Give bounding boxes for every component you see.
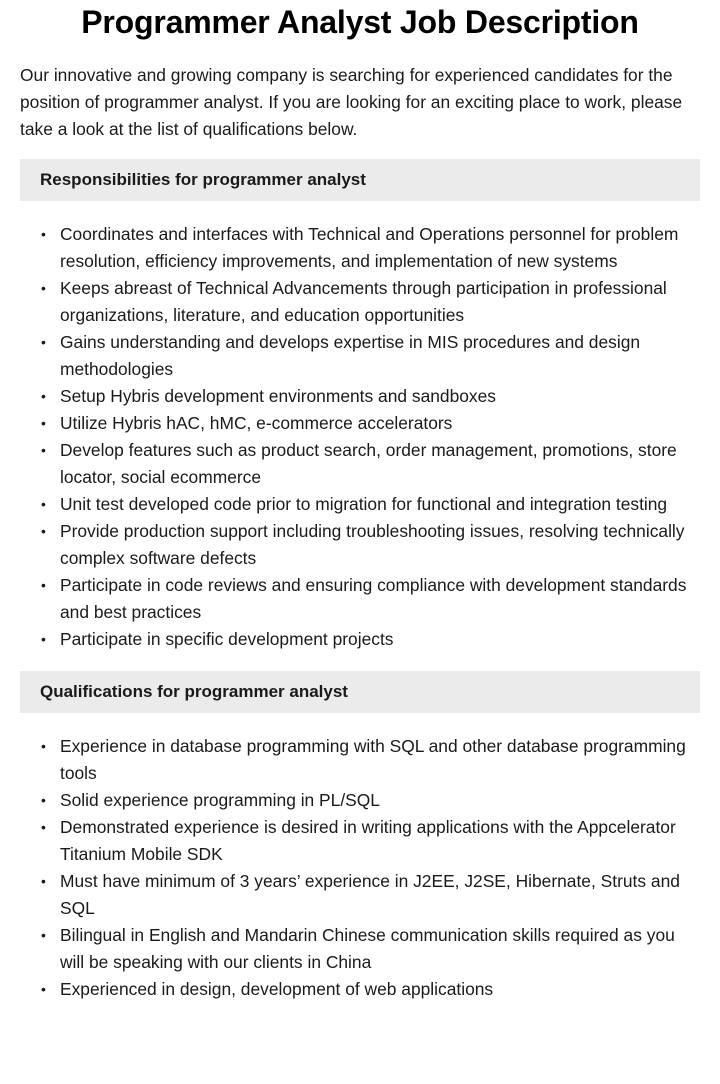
bullet-icon: • (41, 226, 46, 242)
list-item: • Bilingual in English and Mandarin Chinese communication skills required as you will be speaking with our clients in China (60, 922, 700, 976)
bullet-icon: • (41, 738, 46, 754)
list-item: • Keeps abreast of Technical Advancements through participation in professional organizations, literature, and education opportunities (60, 275, 700, 329)
list-item: • Demonstrated experience is desired in writing applications with the Appcelerator Titanium Mobile SDK (60, 814, 700, 868)
bullet-icon: • (41, 280, 46, 296)
list-item: • Develop features such as product search, order management, promotions, store locator, social ecommerce (60, 437, 700, 491)
intro-paragraph: Our innovative and growing company is searching for experienced candidates for the position of programmer analyst. If you are looking for an exciting place to work, please take a look at the list of qualifications below. (20, 65, 683, 139)
bullet-icon: • (41, 927, 46, 943)
qualifications-list (20, 733, 700, 1003)
list-item: • Participate in code reviews and ensuring compliance with development standards and best practices (60, 572, 700, 626)
bullet-icon: • (41, 873, 46, 889)
list-item: • Solid experience programming in PL/SQL (60, 787, 700, 814)
bullet-icon: • (41, 415, 46, 431)
bullet-icon: • (41, 496, 46, 512)
list-item: • Coordinates and interfaces with Technical and Operations personnel for problem resolution, efficiency improvements, and implementation of new systems (60, 221, 700, 275)
bullet-icon: • (41, 523, 46, 539)
bullet-icon: • (41, 819, 46, 835)
responsibilities-heading: Responsibilities for programmer analyst (40, 170, 366, 189)
list-item: • Unit test developed code prior to migration for functional and integration testing (60, 491, 700, 518)
list-item: • Setup Hybris development environments and sandboxes (60, 383, 700, 410)
list-item: • Utilize Hybris hAC, hMC, e-commerce accelerators (60, 410, 700, 437)
qualifications-header (20, 671, 700, 713)
responsibilities-header (20, 159, 700, 201)
bullet-icon: • (41, 442, 46, 458)
bullet-icon: • (41, 334, 46, 350)
list-item: • Gains understanding and develops expertise in MIS procedures and design methodologies (60, 329, 700, 383)
bullet-icon: • (41, 577, 46, 593)
bullet-icon: • (41, 792, 46, 808)
list-item: • Must have minimum of 3 years’ experience in J2EE, J2SE, Hibernate, Struts and SQL (60, 868, 700, 922)
list-item: • Participate in specific development projects (60, 626, 700, 653)
bullet-icon: • (41, 388, 46, 404)
bullet-icon: • (41, 981, 46, 997)
list-item: • Provide production support including troubleshooting issues, resolving technically complex software defects (60, 518, 700, 572)
qualifications-heading: Qualifications for programmer analyst (40, 682, 348, 701)
bullet-icon: • (41, 631, 46, 647)
list-item: • Experience in database programming with SQL and other database programming tools (60, 733, 700, 787)
responsibilities-list (20, 221, 700, 653)
list-item: • Experienced in design, development of web applications (60, 976, 700, 1003)
page-title: Programmer Analyst Job Description (81, 4, 639, 40)
